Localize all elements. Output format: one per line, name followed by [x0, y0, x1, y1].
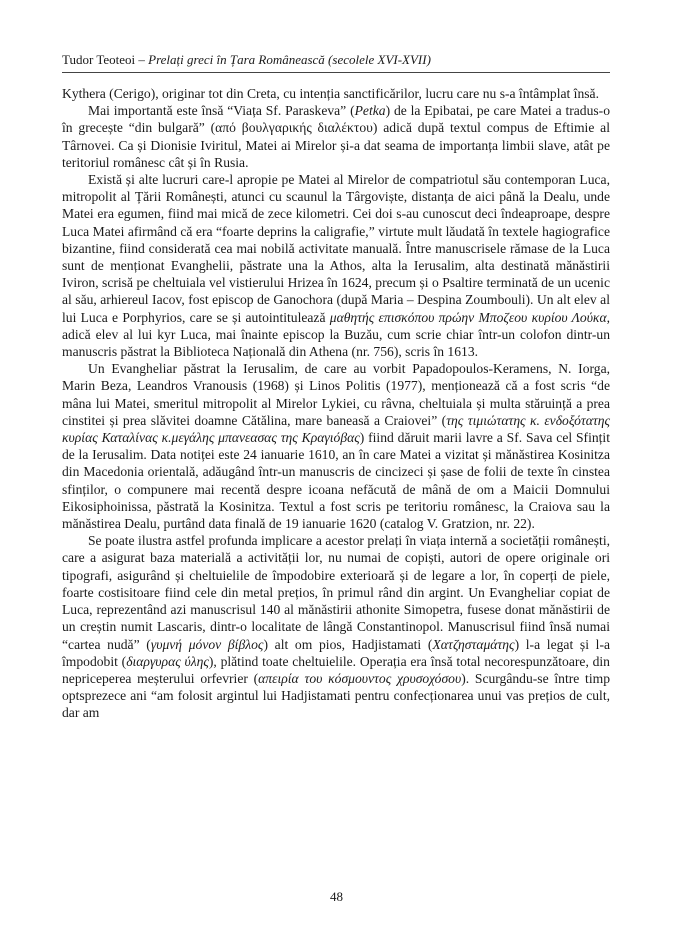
text-run: Există și alte lucruri care-l apropie pe Matei al Mirelor de compatriotul său contemporan Luca, mitropolit al Țării Românești, atunci cu scaunul la Târgoviște, distanța de aici până la Dealu, unde Matei era egumen, fiind mai mică de zece kilometri. Cei doi s-au cunoscut deci îndeaproape, despre Luca Matei afirmând că era “foarte deprins la caligrafie,” virtute mult lăudată în textele hagiografice bizantine, fiind considerată cea mai nobilă activitate manuală. Între manuscrisele rămase de la Luca sunt de menționat Evanghelii, păstrate una la Athos, alta la Ierusalim, alta destinată mănăstirii Iviron, scrisă pe cheltuiala vel vistierului Hrizea în 1624, precum și o Psaltire terminată de un ucenic al său, arhiereul Iacov, fost episcop de Ganochora (după Maria – Despina Zoumbouli). Un alt elev al lui Luca e Porphyrios, care se și autointitulează [62, 172, 610, 325]
text-run: Se poate ilustra astfel profunda implicare a acestor prelați în viața internă a societății românești, care a asigurat baza materială a activității lor, nu numai de copiști, autori de opere originale ori tipografi, asigurând și cheltuielile de împodobire exterioară și de legare a lor, în coperți de piele, foarte costisitoare fiind cele din metal prețios, în primul rând din argint. Un Evangheliar copiat de Luca, reprezentând azi manuscrisul 140 al mănăstirii athonite Simopetra, fusese donat mănăstirii de un creștin numit Lascaris, dintr-o localitate de lângă Constantinopol. Manuscrisul fiind însă numai “cartea nudă” ( [62, 533, 610, 652]
text-run: ). Scurgându-se între timp optsprezece ani “am folosit argintul lui Hadjistamati pentru confecționarea unui vas prețios de cult, dar am [62, 670, 610, 721]
italic-text: γυμνή μόνον βίβλος [150, 636, 264, 652]
italic-text: της τιμιώτατης κ. ενδοξότατης κυρίας Καταλίνας κ.μεγάλης μπανεασας της Κραγιόβας [62, 412, 610, 446]
paragraph [62, 102, 610, 171]
text-run: ) de la Epibatai, pe care Matei a tradus-o în grecește “din bulgară” (από βουλγαρικής διαλέκτου) adică după textul compus de Eftimie al Târnovei. Ca și Dionisie Iviritul, Matei ai Mirelor și-a dat seama de importanța limbii slave, atât pe teritoriul românesc cât și în Rusia. [62, 103, 610, 170]
text-run: Mai importantă este însă “Viața Sf. Paraskeva” ( [88, 103, 355, 119]
italic-text: Χατζησταμάτης [432, 636, 515, 652]
italic-text: Petka [354, 103, 386, 119]
header-rule [62, 72, 610, 73]
text-run: Un Evangheliar păstrat la Ierusalim, de care au vorbit Papadopoulos-Keramens, N. Iorga, Marin Beza, Leandros Vranousis (1968) și Linos Politis (1977), menționează că a fost scris “de mâna lui Matei, smeritul mitropolit al Mirelor Lykiei, cu râvna, cheltuiala și multa stăruință a prea cinstitei și prea slăvitei doamne Cătălina, mare baneasă a Craiovei” ( [62, 361, 610, 428]
header-author: Tudor Teoteoi – [62, 52, 149, 67]
text-run: ) l-a legat și l-a împodobit ( [62, 636, 611, 669]
text-run: , adică elev al lui kyr Luca, mai înainte episcop la Buzău, cum scrie chiar într-un colofon dintr-un manuscris păstrat la Biblioteca Națională din Athena (nr. 756), scris în 1613. [62, 309, 610, 360]
paragraph [62, 171, 610, 360]
paragraph [62, 360, 610, 532]
paragraph [62, 85, 610, 102]
body-text [62, 85, 610, 722]
italic-text: απειρία του κόσμουντος χρυσοχόσου [258, 670, 462, 686]
running-header [62, 52, 622, 68]
page-number: 48 [330, 889, 343, 904]
text-run: ), plătind toate cheltuielile. Operația era însă total necorespunzătoare, din nepriceperea meșterului orfevrier ( [62, 653, 610, 686]
paragraph [62, 532, 610, 721]
italic-text: διαργυρας ύλης [126, 653, 209, 669]
header-title: Prelați greci în Țara Românească (secolele XVI-XVII) [148, 52, 431, 67]
text-run: ) alt om pios, Hadjistamati ( [263, 636, 433, 652]
text-run: ) fiind dăruit marii lavre a Sf. Sava cel Sfințit de la Ierusalim. Data notiței este 24 ianuarie 1610, an în care Matei a vizitat și mănăstirea Kosinitza din Macedonia orientală, adăugând într-un manuscris de cincizeci și șase de folii de texte în cinstea sfinților, o compunere mai recentă despre icoana nefăcută de mână de om a Maicii Domnului Eikosiphoinissa, păstrată la Kosinitza. Textul a fost scris pe teritoriu românesc, la Craiova sau la mănăstirea Dealu, purtând data finală de 19 ianuarie 1620 (catalog V. Gratzion, nr. 22). [62, 430, 610, 532]
italic-text: μαθητής επισκόπου πρώην Μποζεου κυρίου Λούκα [329, 309, 607, 325]
text-run: Kythera (Cerigo), originar tot din Creta, cu intenția sanctificărilor, lucru care nu s-a întâmplat însă. [62, 86, 599, 101]
